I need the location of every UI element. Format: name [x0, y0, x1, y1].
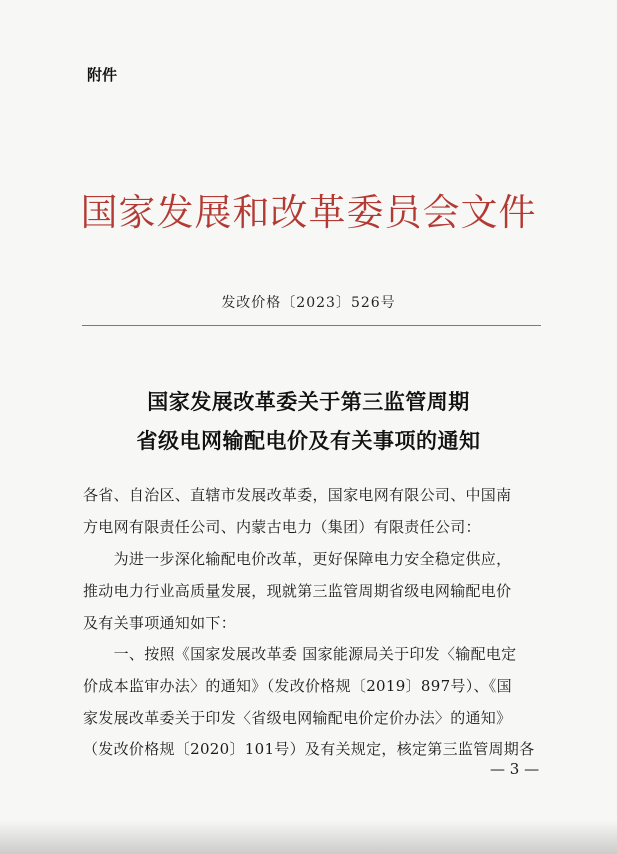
body-line: 各省、自治区、直辖市发展改革委，国家电网有限公司、中国南 — [83, 486, 512, 504]
attachment-label: 附件 — [87, 66, 118, 84]
notice-title-line-2: 省级电网输配电价及有关事项的通知 — [136, 428, 481, 453]
body-line: 及有关事项通知如下： — [83, 614, 237, 632]
notice-title-line-1: 国家发展改革委关于第三监管周期 — [147, 389, 470, 414]
body-line: 为进一步深化输配电价改革，更好保障电力安全稳定供应， — [83, 550, 512, 568]
scan-edge-shadow — [0, 820, 617, 854]
header-divider — [82, 325, 541, 326]
body-line: 一、按照《国家发展改革委 国家能源局关于印发〈输配电定 — [83, 645, 517, 663]
body-line: 价成本监审办法〉的通知》（发改价格规〔2019〕897号）、《国 — [83, 677, 512, 695]
document-header-title: 国家发展和改革委员会文件 — [80, 191, 537, 234]
body-line: 推动电力行业高质量发展，现就第三监管周期省级电网输配电价 — [83, 582, 512, 600]
page-number: — 3 — — [490, 760, 540, 778]
body-line: 方电网有限责任公司、内蒙古电力（集团）有限责任公司： — [83, 518, 481, 536]
document-number: 发改价格〔2023〕526号 — [221, 295, 396, 311]
body-line: 家发展改革委关于印发〈省级电网输配电价定价办法〉的通知》 — [83, 709, 512, 727]
body-line: （发改价格规〔2020〕101号）及有关规定，核定第三监管周期各 — [83, 740, 535, 758]
